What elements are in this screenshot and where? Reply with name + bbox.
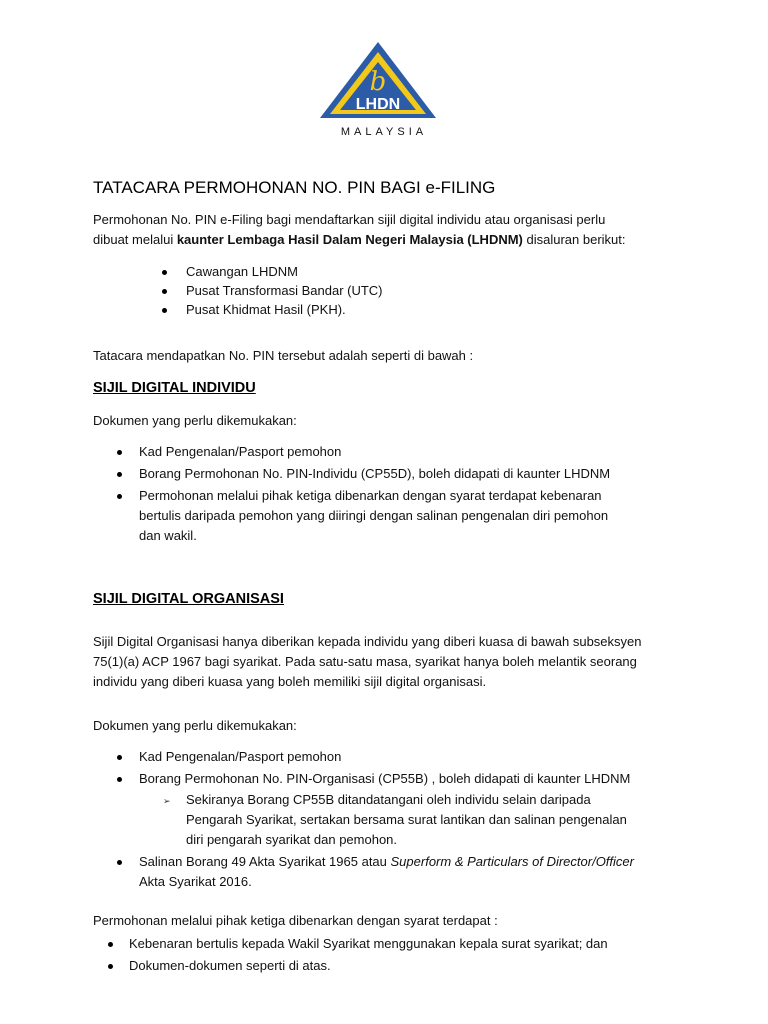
description-line: Sijil Digital Organisasi hanya diberikan kepada individu yang diberi kuasa di bawah subseksyen [93, 634, 642, 649]
svg-text:MALAYSIA: MALAYSIA [340, 126, 428, 138]
bullet-icon [117, 494, 122, 499]
intro-bold-text: kaunter Lembaga Hasil Dalam Negeri Malaysia (LHDNM) [176, 232, 523, 247]
list-item-label: Kad Pengenalan/Pasport pemohon [139, 749, 342, 764]
channel-list [160, 262, 680, 319]
svg-text:LHDN: LHDN [355, 96, 401, 113]
list-item-label: Cawangan LHDNM [186, 264, 298, 279]
list-item [115, 464, 715, 484]
list-item [115, 486, 715, 546]
list-item-line: Akta Syarikat 2016. [139, 874, 252, 889]
sub-note-line: Pengarah Syarikat, sertakan bersama surat lantikan dan salinan pengenalan [186, 812, 627, 827]
section-heading-organisation: SIJIL DIGITAL ORGANISASI [93, 591, 284, 607]
list-item-label: Dokumen-dokumen seperti di atas. [129, 958, 331, 973]
organisation-docs-list-continued [115, 852, 735, 892]
list-item [160, 281, 680, 300]
list-item-label: Borang Permohonan No. PIN-Individu (CP55D), boleh didapati di kaunter LHDNM [139, 466, 611, 481]
docs-label-individual: Dokumen yang perlu dikemukakan: [93, 413, 297, 428]
list-item [115, 442, 715, 462]
bullet-icon [117, 472, 122, 477]
intro-text: dibuat melalui [93, 232, 177, 247]
third-party-list [106, 934, 746, 976]
list-item-line: dan wakil. [139, 528, 197, 543]
list-item-line: Permohonan melalui pihak ketiga dibenarkan dengan syarat terdapat kebenaran [139, 488, 602, 503]
intro-line-1: Permohonan No. PIN e-Filing bagi mendaftarkan sijil digital individu atau organisasi perlu [93, 212, 606, 227]
list-item-label: Kad Pengenalan/Pasport pemohon [139, 444, 342, 459]
list-item [160, 262, 680, 281]
list-item [106, 956, 746, 976]
bullet-icon [108, 942, 113, 947]
bullet-icon [108, 964, 113, 969]
intro-line-2 [93, 230, 713, 250]
list-item-label: Pusat Transformasi Bandar (UTC) [186, 283, 383, 298]
sub-note-line: diri pengarah syarikat dan pemohon. [186, 832, 398, 847]
list-item-label: Pusat Khidmat Hasil (PKH). [186, 302, 346, 317]
bullet-icon [162, 308, 167, 313]
list-item [115, 747, 735, 767]
list-item-line [139, 852, 735, 872]
description-line: individu yang diberi kuasa yang boleh memiliki sijil digital organisasi. [93, 674, 487, 689]
lhdn-logo-icon [318, 40, 448, 140]
organisation-docs-list [115, 747, 735, 789]
individual-docs-list [115, 442, 715, 546]
list-item-italic-text: Superform & Particulars of Director/Officer [390, 854, 634, 869]
list-item [106, 934, 746, 954]
list-item-label: Borang Permohonan No. PIN-Organisasi (CP55B) , boleh didapati di kaunter LHDNM [139, 771, 631, 786]
cp55b-sub-note [163, 790, 723, 850]
procedure-intro: Tatacara mendapatkan No. PIN tersebut adalah seperti di bawah : [93, 348, 474, 363]
lhdn-logo [318, 40, 448, 140]
organisation-description [93, 632, 733, 692]
bullet-icon [162, 289, 167, 294]
list-item [160, 300, 680, 319]
bullet-icon [117, 860, 122, 865]
list-item [115, 769, 735, 789]
bullet-icon [117, 755, 122, 760]
docs-label-organisation: Dokumen yang perlu dikemukakan: [93, 718, 297, 733]
page-title: TATACARA PERMOHONAN NO. PIN BAGI e-FILING [93, 178, 496, 197]
third-party-label: Permohonan melalui pihak ketiga dibenarkan dengan syarat terdapat : [93, 913, 498, 928]
bullet-icon [117, 450, 122, 455]
intro-text-end: disaluran berikut: [522, 232, 626, 247]
list-item [115, 852, 735, 892]
description-line: 75(1)(a) ACP 1967 bagi syarikat. Pada satu-satu masa, syarikat hanya boleh melantik seorang [93, 654, 637, 669]
list-item-line: bertulis daripada pemohon yang diiringi dengan salinan pengenalan diri pemohon [139, 508, 609, 523]
sub-note-line: Sekiranya Borang CP55B ditandatangani oleh individu selain daripada [186, 792, 591, 807]
intro-paragraph [93, 210, 713, 250]
list-item-text: Salinan Borang 49 Akta Syarikat 1965 atau [139, 854, 391, 869]
bullet-icon [117, 777, 122, 782]
arrow-bullet-icon: ➢ [163, 796, 171, 806]
bullet-icon [162, 270, 167, 275]
section-heading-individual: SIJIL DIGITAL INDIVIDU [93, 380, 256, 396]
svg-text:b: b [369, 67, 387, 97]
list-item-label: Kebenaran bertulis kepada Wakil Syarikat menggunakan kepala surat syarikat; dan [129, 936, 608, 951]
